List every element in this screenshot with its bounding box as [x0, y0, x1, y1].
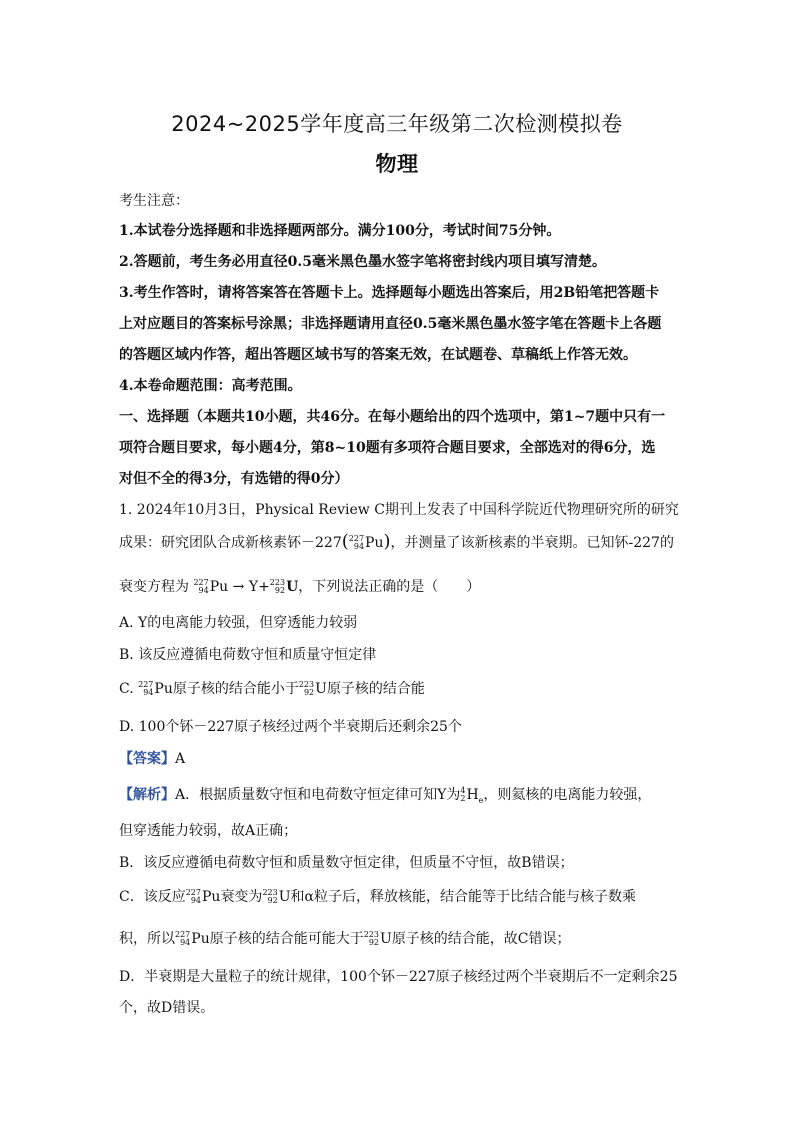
analysis-c-line-2 — [119, 928, 689, 948]
equation-pu — [193, 579, 228, 595]
notice-item-3: 3.考生作答时，请将答案答在答题卡上。选择题每小题选出答案后，用2B铅笔把答题卡 — [119, 285, 660, 301]
analysis-a-text: A．根据质量数守恒和电荷数守恒定律可知Y为 — [175, 787, 461, 803]
option-c — [119, 678, 689, 698]
c1-pu-mass: 227 — [185, 888, 201, 897]
c2-u-charge: 92 — [368, 938, 379, 947]
answer-value: A — [175, 751, 186, 767]
q1-line3-text-a: 衰变方程为 — [119, 579, 189, 595]
notice-item-3-cont: 上对应题目的答案标号涂黑；非选择题请用直径0.5毫米黑色墨水签字笔在答题卡上各题 — [119, 316, 662, 332]
notice-item-4: 4.本卷命题范围：高考范围。 — [119, 378, 302, 394]
c1-u-symbol: U — [278, 889, 291, 905]
he-nuclide — [460, 787, 483, 805]
section-heading-1: 一、选择题（本题共10小题，共46分。在每小题给出的四个选项中，第1~7题中只有一 — [119, 409, 666, 425]
plus-symbol: + — [258, 579, 270, 595]
analysis-c-text-a: C．该反应 — [119, 889, 186, 905]
paren-close: ) — [383, 531, 391, 552]
pu-charge: 94 — [353, 542, 365, 551]
c2-pu-charge: 94 — [180, 938, 191, 947]
analysis-c2-text-c: 原子核的结合能，故C错误； — [391, 931, 571, 947]
notice-item-2: 2.答题前，考生务必用直径0.5毫米黑色墨水签字笔将密封线内项目填写清楚。 — [119, 254, 606, 270]
question-1-line-3 — [119, 576, 689, 596]
option-b: B. 该反应遵循电荷数守恒和质量守恒定律 — [119, 647, 377, 663]
option-c-text-c: 原子核的结合能 — [326, 681, 425, 697]
arrow-symbol: → — [232, 579, 245, 595]
section-heading-2: 项符合题目要求，每小题4分，第8~10题有多项符合题目要求，全部选对的得6分，选 — [119, 440, 656, 456]
analysis-d-line-2: 个，故D错误。 — [119, 1000, 215, 1016]
c1-u — [262, 889, 290, 905]
pu-mass: 227 — [348, 534, 365, 543]
notice-item-3-cont2: 的答题区域内作答，超出答题区域书写的答案无效，在试题卷、草稿纸上作答无效。 — [119, 347, 637, 363]
analysis-c-text-c: 和α粒子后，释放核能，结合能等于比结合能与核子数乘 — [290, 889, 636, 905]
option-c-text-b: 原子核的结合能小于 — [172, 681, 299, 697]
paren-open: ( — [341, 531, 349, 552]
analysis-a-line-2: 但穿透能力较弱，故A正确； — [119, 823, 298, 839]
opt-c-pu — [138, 681, 173, 697]
analysis-c-text-b: 衰变为 — [220, 889, 263, 905]
pu-nuclide — [349, 535, 384, 551]
he-symbol: H — [466, 787, 479, 803]
section-heading-3: 对但不全的得3分，有选错的得0分） — [119, 471, 349, 487]
c2-u-mass: 223 — [363, 930, 379, 939]
c2-pu — [175, 931, 210, 947]
c-u-mass: 223 — [298, 680, 315, 689]
q1-line2-text-b: ，并测量了该新核素的半衰期。已知钚-227的 — [390, 535, 674, 551]
option-c-label: C. — [119, 681, 134, 697]
c1-pu — [186, 889, 221, 905]
q1-line2-text-a: 成果：研究团队合成新核素钚－227 — [119, 535, 342, 551]
eq-u-symbol: U — [286, 579, 299, 595]
c2-pu-symbol: Pu — [191, 931, 210, 947]
question-1-line-2 — [119, 531, 689, 552]
he-mass: 4 — [460, 786, 466, 795]
analysis-d-line-1: D．半衰期是大量粒子的统计规律，100个钚－227原子核经过两个半衰期后不一定剩余25 — [119, 969, 678, 985]
c2-pu-mass: 227 — [175, 930, 191, 939]
c2-u-symbol: U — [380, 931, 392, 947]
c1-pu-symbol: Pu — [202, 889, 221, 905]
c2-u — [364, 931, 392, 947]
c1-pu-charge: 94 — [190, 896, 201, 905]
subject-title: 物理 — [375, 152, 419, 176]
notice-heading: 考生注意： — [119, 193, 189, 209]
analysis-b-line: B．该反应遵循电荷数守恒和质量数守恒定律，但质量不守恒，故B错误； — [119, 855, 574, 871]
option-d: D. 100个钚－227原子核经过两个半衰期后还剩余25个 — [119, 719, 462, 735]
c1-u-mass: 223 — [262, 888, 278, 897]
analysis-c2-text-b: 原子核的结合能可能大于 — [209, 931, 364, 947]
c-u-charge: 92 — [303, 688, 315, 697]
analysis-c2-text-a: 积，所以 — [119, 931, 175, 947]
he-sub: e — [478, 795, 484, 805]
c-pu-symbol: Pu — [154, 681, 173, 697]
analysis-a-text-b: ，则氦核的电离能力较强， — [483, 787, 652, 803]
c-pu-mass: 227 — [138, 680, 154, 689]
analysis-a-line-1 — [119, 784, 689, 805]
q1-line3-text-b: ，下列说法正确的是（ ） — [298, 579, 481, 595]
option-a: A. Y的电离能力较强，但穿透能力较弱 — [119, 615, 358, 631]
exam-title: 2024~2025学年度高三年级第二次检测模拟卷 — [171, 112, 623, 136]
question-1-line-1: 1. 2024年10月3日，Physical Review C期刊上发表了中国科学院近代物理研究所的研究 — [119, 502, 679, 518]
c-pu-charge: 94 — [143, 688, 154, 697]
c1-u-charge: 92 — [267, 896, 278, 905]
analysis-c-line-1 — [119, 886, 689, 906]
pu-symbol: Pu — [365, 535, 384, 551]
equation-u — [270, 579, 299, 595]
eq-pu-charge: 94 — [198, 586, 209, 595]
c-u-symbol: U — [315, 681, 327, 697]
eq-pu-mass: 227 — [193, 578, 209, 587]
eq-pu-symbol: Pu — [209, 579, 229, 595]
opt-c-u — [299, 681, 327, 697]
answer-tag: 【答案】 — [119, 751, 175, 767]
he-charge: 2 — [460, 794, 466, 803]
eq-u-charge: 92 — [274, 586, 286, 595]
answer-line — [119, 748, 689, 768]
eq-u-mass: 223 — [269, 578, 286, 587]
eq-y-symbol: Y — [248, 579, 259, 595]
notice-item-1: 1.本试卷分选择题和非选择题两部分。满分100分，考试时间75分钟。 — [119, 223, 561, 239]
analysis-tag: 【解析】 — [119, 787, 175, 803]
